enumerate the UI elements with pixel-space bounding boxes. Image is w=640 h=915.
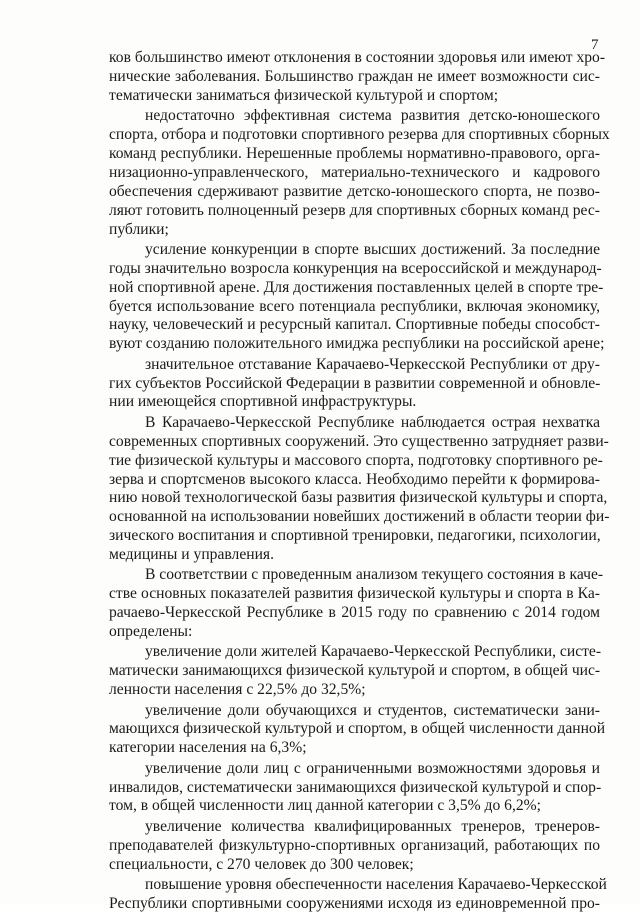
page-number: 7 [591, 37, 599, 53]
text-line: В соответствии с проведенным анализом текущего состояния в каче- [145, 566, 604, 584]
text-line: основанной на использовании новейших достижений в области теории фи- [109, 508, 610, 526]
text-line: науку, человеческий и ресурсный капитал. Спортивные победы способст- [109, 316, 600, 334]
text-line: определены: [109, 623, 193, 641]
text-line: увеличение количества квалифицированных тренеров, тренеров- [145, 817, 600, 835]
text-line: том, в общей численности лиц данной категории с 3,5% до 6,2%; [109, 797, 541, 815]
text-line: зического воспитания и спортивной тренировки, педагогики, психологии, [109, 527, 601, 545]
text-line: нии имеющейся спортивной инфраструктуры. [109, 393, 417, 411]
text-line: команд республики. Нерешенные проблемы нормативно-правового, орга- [109, 144, 600, 162]
text-line: обеспечения сдерживают развитие детско-юношеского спорта, не позво- [109, 182, 600, 200]
paragraph [109, 356, 600, 413]
text-line: современных спортивных сооружений. Это существенно затрудняет разви- [109, 432, 609, 450]
text-line: стве основных показателей развития физической культуры и спорта в Ка- [109, 585, 600, 603]
text-line: медицины и управления. [109, 546, 274, 564]
paragraph [109, 566, 604, 642]
text-line: усиление конкуренции в спорте высших достижений. За последние [145, 240, 600, 258]
text-line: рачаево-Черкесской Республике в 2015 году по сравнению с 2014 годом [109, 604, 600, 622]
text-line: увеличение доли жителей Карачаево-Черкесской Республики, систе- [145, 643, 602, 661]
paragraph [109, 760, 600, 817]
text-line: тематически заниматься физической культурой и спортом; [109, 86, 499, 104]
text-line: ной спортивной арене. Для достижения поставленных целей в спорте тре- [109, 278, 604, 296]
text-line: спорта, отбора и подготовки спортивного резерва для спортивных сборных [109, 126, 610, 144]
paragraph [109, 643, 600, 700]
paragraph [109, 413, 610, 565]
text-line: В Карачаево-Черкесской Республике наблюдается острая нехватка [145, 413, 600, 431]
paragraph [109, 875, 607, 914]
text-line: матически занимающихся физической культурой и спортом, в общей чис- [109, 662, 601, 680]
text-line: специальности, с 270 человек до 300 человек; [109, 855, 414, 873]
paragraph [109, 49, 606, 106]
text-line: тие физической культуры и массового спорта, подготовку спортивного ре- [109, 451, 603, 469]
text-line: публики; [109, 220, 169, 238]
text-line: ленности населения с 22,5% до 32,5%; [109, 681, 366, 699]
text-line: Республики спортивными сооружениями исходя из единовременной про- [109, 894, 600, 912]
paragraph [109, 240, 605, 354]
paragraph [109, 701, 606, 759]
text-line: низационно-управленческого, материально-технического и кадрового [109, 163, 600, 181]
text-line: нию новой технологической базы развития физической культуры и спорта, [109, 489, 608, 507]
text-line: увеличение доли лиц с ограниченными возможностями здоровья и [145, 759, 600, 777]
text-line: мающихся физической культурой и спортом, в общей численности данной [109, 720, 606, 738]
text-line: категории населения на 6,3%; [109, 739, 307, 757]
text-line: гих субъектов Российской Федерации в развитии современной и обновле- [109, 374, 601, 392]
text-line: ляют готовить полноценный резерв для спортивных сборных команд рес- [109, 201, 600, 219]
text-line: буется использование всего потенциала республики, включая экономику, [109, 297, 600, 315]
paragraph [109, 818, 600, 875]
text-line: значительное отставание Карачаево-Черкесской Республики от дру- [145, 355, 600, 373]
text-line: недостаточно эффективная система развития детско-юношеского [145, 107, 600, 125]
document-body [109, 49, 610, 915]
text-line: увеличение доли обучающихся и студентов, систематически зани- [145, 701, 600, 719]
text-line: годы значительно возросла конкуренция на всероссийской и международ- [109, 259, 602, 277]
text-line: инвалидов, систематически занимающихся физической культурой и спор- [109, 778, 602, 796]
text-line: преподавателей физкультурно-спортивных организаций, работающих по [109, 836, 600, 854]
text-line: ков большинство имеют отклонения в состоянии здоровья или имеют хро- [109, 49, 606, 66]
text-line: зерва и спортсменов высокого класса. Необходимо перейти к формирова- [109, 470, 600, 488]
text-line: нические заболевания. Большинство граждан не имеет возможности сис- [109, 67, 600, 85]
paragraph [109, 107, 610, 239]
text-line: повышение уровня обеспеченности населения Карачаево-Черкесской [145, 875, 607, 893]
text-line: вуют созданию положительного имиджа республики на российской арене; [109, 335, 605, 353]
